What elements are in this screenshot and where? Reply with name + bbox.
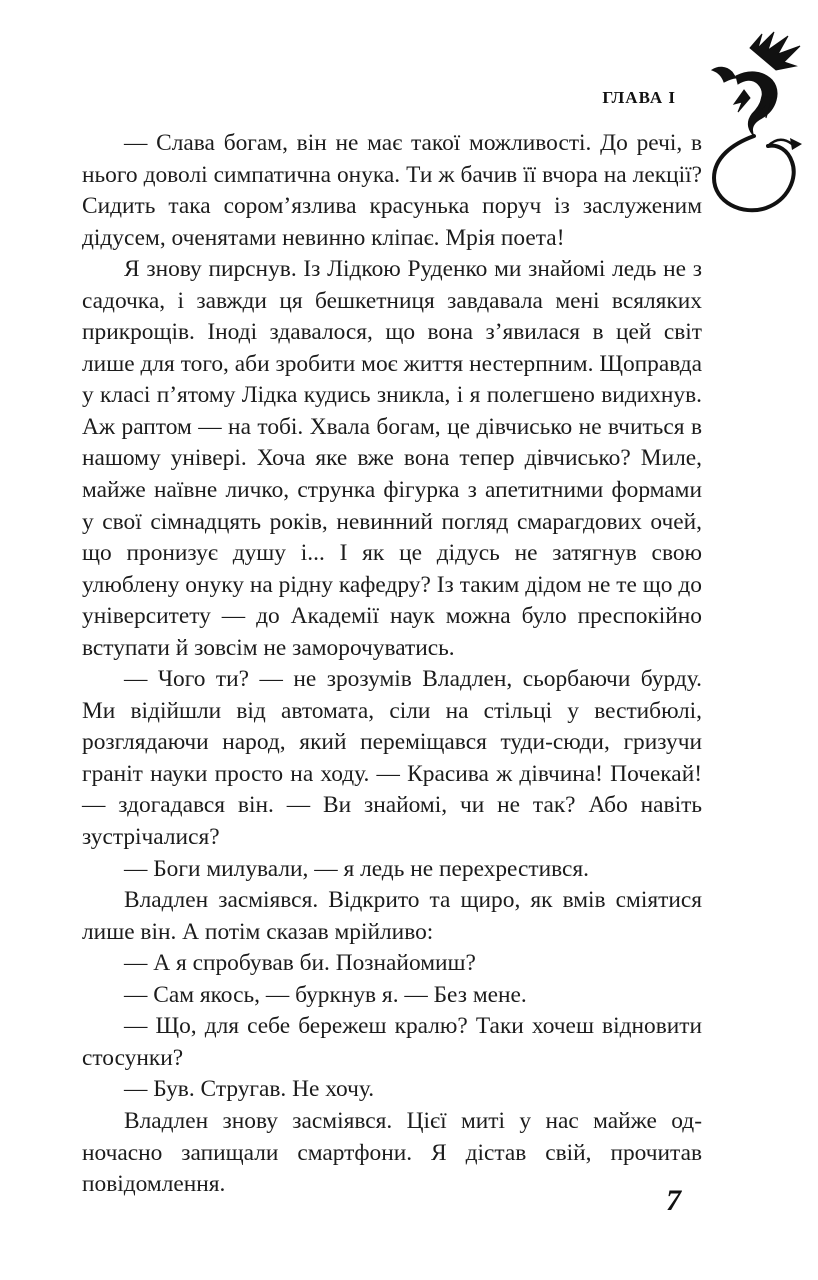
- paragraph: — Слава богам, він не має такої можливості. До речі, в нього доволі симпатична онука. Ти ж бачив її вчора на лекції? Сидить така сором’язлива красунька поруч із заслуженим дідусем, оченятами невинно кліпає. Мрія поета!: [82, 130, 702, 251]
- page-number: 7: [666, 1184, 681, 1217]
- paragraph: — Боги милували, — я ледь не перехрестився.: [124, 855, 590, 882]
- running-head: ГЛАВА І: [602, 88, 676, 107]
- paragraph: — Що, для себе бережеш кралю? Таки хочеш відновити стосунки?: [82, 1013, 702, 1071]
- main-text: [82, 128, 702, 1201]
- paragraph: Владлен засміявся. Відкрито та щиро, як вмів сміятися лише він. А потім сказав мрійливо:: [82, 887, 702, 945]
- paragraph: — Був. Стругав. Не хочу.: [124, 1076, 375, 1103]
- dragon-ornament-icon: [692, 26, 812, 226]
- paragraph: — Сам якось, — буркнув я. — Без мене.: [124, 981, 527, 1008]
- paragraph: Владлен знову засміявся. Цієї миті у нас майже одночасно запищали смартфони. Я дістав свій, прочитав повідомлення.: [82, 1107, 702, 1198]
- paragraph: Я знову пирснув. Із Лідкою Руденко ми знайомі ледь не з садочка, і завжди ця бешкетниця завдавала мені всяляких прикрощів. Іноді здавалося, що вона з’явилася в цей світ лише для того, аби зробити моє життя нестерпним. Щоправда у класі п’ятому Лідка кудись зникла, і я полегшено видихнув. Аж раптом — на тобі. Хвала богам, це дівчисько не вчиться в нашому універі. Хоча яке вже вона тепер дівчисько? Миле, майже наївне личко, струнка фігурка з апетитними формами у свої сімнадцять років, невинний погляд смарагдових очей, що пронизує душу і... І як це дідусь не затягнув свою улюблену онуку на рідну кафедру? Із таким дідом не те що до університету — до Академії наук можна було преспокійно вступати й зовсім не заморочуватись.: [82, 256, 702, 661]
- paragraph: — Чого ти? — не зрозумів Владлен, сьорбаючи бурду. Ми відійшли від автомата, сіли на стільці у вестибюлі, розглядаючи народ, який переміщався туди-сюди, гризучи граніт науки просто на ходу. — Красива ж дівчина! Почекай! — здогадався він. — Ви знайомі, чи не так? Або навіть зустрічалися?: [82, 666, 702, 851]
- paragraph: — А я спробував би. Познайомиш?: [124, 950, 476, 977]
